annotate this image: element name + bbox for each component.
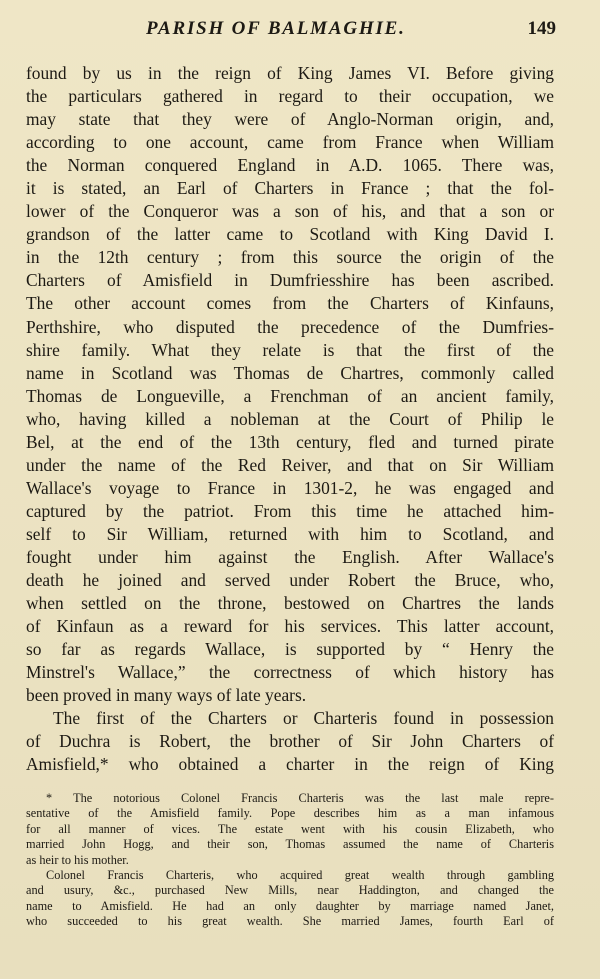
footnote-line: married John Hogg, and their son, Thomas assumed the name of Charteris [26, 837, 554, 852]
text-line: the Norman conquered England in A.D. 1065. There was, [26, 155, 554, 176]
running-title: PARISH OF BALMAGHIE. [146, 18, 406, 39]
text-line: who, having killed a nobleman at the Court of Philip le [26, 408, 554, 429]
paragraph-start-line: The first of the Charters or Charteris found in possession [53, 708, 554, 729]
paragraph-end-line: been proved in many ways of late years. [26, 685, 307, 706]
footnote-line: for all manner of vices. The estate went with his cousin Elizabeth, who [26, 821, 554, 836]
text-line: of Duchra is Robert, the brother of Sir John Charters of [26, 731, 554, 752]
footnote-line: name to Amisfield. He had an only daughter by marriage named Janet, [26, 898, 554, 913]
text-line: in the 12th century ; from this source the origin of the [26, 247, 554, 268]
text-line: Amisfield,* who obtained a charter in the reign of King [26, 754, 554, 775]
page-number: 149 [527, 18, 556, 39]
text-line: of Kinfaun as a reward for his services. This latter account, [26, 616, 554, 637]
text-line: Perthshire, who disputed the precedence of the Dumfries- [26, 316, 554, 337]
body-text [26, 62, 554, 776]
text-line: Charters of Amisfield in Dumfriesshire has been ascribed. [26, 270, 554, 291]
text-line: the particulars gathered in regard to their occupation, we [26, 86, 554, 107]
footnote-line: * The notorious Colonel Francis Charteris was the last male repre- [46, 791, 554, 805]
text-line: it is stated, an Earl of Charters in France ; that the fol- [26, 178, 554, 199]
text-line: lower of the Conqueror was a son of his, and that a son or [26, 201, 554, 222]
text-line: self to Sir William, returned with him to Scotland, and [26, 523, 554, 544]
text-line: so far as regards Wallace, is supported by “ Henry the [26, 639, 554, 660]
text-line: Minstrel's Wallace,” the correctness of which history has [26, 662, 554, 683]
text-line: found by us in the reign of King James VI. Before giving [26, 63, 554, 83]
text-line: fought under him against the English. After Wallace's [26, 546, 554, 567]
footnote-line: sentative of the Amisfield family. Pope describes him as a man infamous [26, 806, 554, 821]
text-line: Wallace's voyage to France in 1301-2, he was engaged and [26, 477, 554, 498]
text-line: name in Scotland was Thomas de Chartres, commonly called [26, 362, 554, 383]
text-line: may state that they were of Anglo-Norman origin, and, [26, 109, 554, 130]
text-line: Thomas de Longueville, a Frenchman of an ancient family, [26, 385, 554, 406]
text-line: The other account comes from the Charters of Kinfauns, [26, 293, 554, 314]
footnote-line: who succeeded to his great wealth. She married James, fourth Earl of [26, 914, 554, 929]
text-line: under the name of the Red Reiver, and that on Sir William [26, 454, 554, 475]
text-line: captured by the patriot. From this time he attached him- [26, 500, 554, 521]
footnote-line: and usury, &c., purchased New Mills, near Haddington, and changed the [26, 883, 554, 898]
footnote-line: as heir to his mother. [26, 852, 129, 867]
footnote-line: Colonel Francis Charteris, who acquired great wealth through gambling [46, 867, 554, 882]
text-line: grandson of the latter came to Scotland with King David I. [26, 224, 554, 245]
text-line: death he joined and served under Robert the Bruce, who, [26, 570, 554, 591]
page-header [0, 18, 600, 48]
text-line: according to one account, came from France when William [26, 132, 554, 153]
footnotes [26, 791, 554, 930]
text-line: when settled on the throne, bestowed on Chartres the lands [26, 593, 554, 614]
text-line: shire family. What they relate is that the first of the [26, 339, 554, 360]
text-line: Bel, at the end of the 13th century, fled and turned pirate [26, 431, 554, 452]
